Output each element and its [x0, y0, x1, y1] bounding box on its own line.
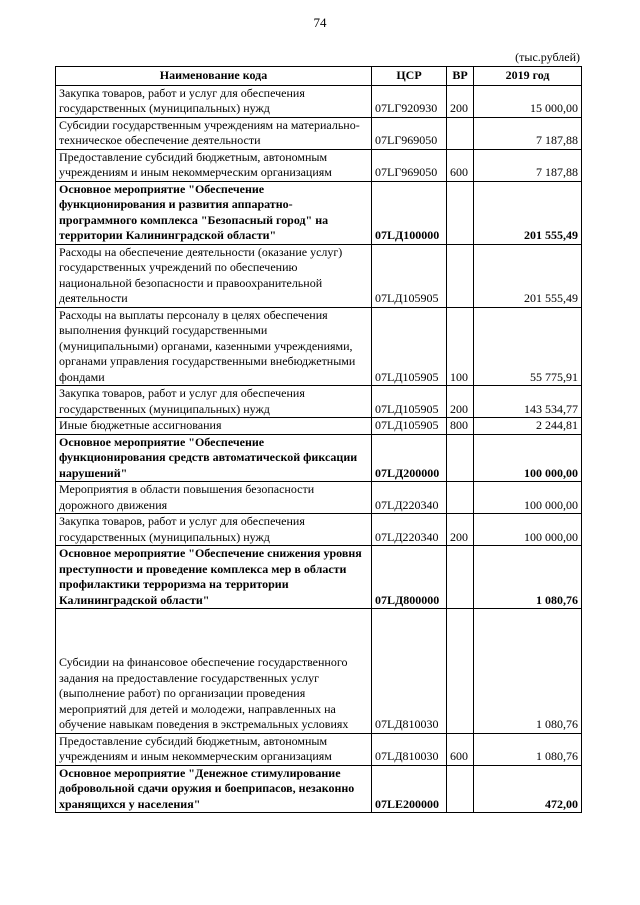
cell-vr: [447, 609, 474, 734]
header-year: 2019 год: [474, 67, 582, 86]
cell-csr: 07LД810030: [372, 609, 447, 734]
cell-name: Предоставление субсидий бюджетным, автономным учреждениям и иным некоммерческим организациям: [56, 733, 372, 765]
cell-csr: 07LГ969050: [372, 117, 447, 149]
table-row: [56, 181, 582, 244]
cell-vr: 200: [447, 85, 474, 117]
cell-sum: 143 534,77: [474, 386, 582, 418]
cell-vr: [447, 181, 474, 244]
cell-sum: 100 000,00: [474, 482, 582, 514]
cell-name: Субсидии на финансовое обеспечение государственного задания на предоставление государственных услуг (выполнение работ) по организации проведения мероприятий для детей и молодежи, направленных на обучение навыкам поведения в экстремальных условиях: [56, 609, 372, 734]
cell-csr: 07LД105905: [372, 386, 447, 418]
cell-name: Основное мероприятие "Обеспечение снижения уровня преступности и проведение комплекса мер в области профилактики терроризма на территории Калининградской области": [56, 546, 372, 609]
cell-sum: 1 080,76: [474, 546, 582, 609]
cell-vr: 600: [447, 149, 474, 181]
cell-csr: 07LД220340: [372, 482, 447, 514]
table-header-row: [56, 67, 582, 86]
cell-csr: 07LД105905: [372, 244, 447, 307]
cell-vr: 100: [447, 307, 474, 386]
cell-sum: 201 555,49: [474, 244, 582, 307]
cell-csr: 07LД200000: [372, 434, 447, 482]
cell-name: Расходы на выплаты персоналу в целях обеспечения выполнения функций государственными (муниципальными) органами, казенными учреждениями, органами управления государственными внебюджетными фондами: [56, 307, 372, 386]
cell-vr: 200: [447, 386, 474, 418]
table-row: [56, 307, 582, 386]
cell-name: Основное мероприятие "Обеспечение функционирования средств автоматической фиксации нарушений": [56, 434, 372, 482]
table-row: [56, 149, 582, 181]
cell-name: Мероприятия в области повышения безопасности дорожного движения: [56, 482, 372, 514]
table-row: [56, 765, 582, 813]
table-row: [56, 609, 582, 734]
table-row: [56, 85, 582, 117]
cell-csr: 07LE200000: [372, 765, 447, 813]
table-row: [56, 546, 582, 609]
cell-name: Иные бюджетные ассигнования: [56, 418, 372, 435]
header-csr: ЦСР: [372, 67, 447, 86]
cell-csr: 07LД100000: [372, 181, 447, 244]
cell-sum: 55 775,91: [474, 307, 582, 386]
cell-vr: 200: [447, 514, 474, 546]
cell-csr: 07LГ969050: [372, 149, 447, 181]
budget-table: [55, 66, 582, 813]
cell-vr: 600: [447, 733, 474, 765]
header-name: Наименование кода: [56, 67, 372, 86]
table-row: [56, 244, 582, 307]
cell-sum: 2 244,81: [474, 418, 582, 435]
cell-sum: 100 000,00: [474, 434, 582, 482]
cell-vr: [447, 434, 474, 482]
cell-name: Основное мероприятие "Обеспечение функционирования и развития аппаратно-программного комплекса "Безопасный город" на территории Калининградской области": [56, 181, 372, 244]
cell-csr: 07LГ920930: [372, 85, 447, 117]
header-vr: ВР: [447, 67, 474, 86]
cell-vr: [447, 546, 474, 609]
units-label: (тыс.рублей): [515, 50, 580, 64]
table-row: [56, 434, 582, 482]
table-row: [56, 482, 582, 514]
table-row: [56, 117, 582, 149]
cell-vr: [447, 244, 474, 307]
cell-csr: 07LД105905: [372, 307, 447, 386]
cell-name: Закупка товаров, работ и услуг для обеспечения государственных (муниципальных) нужд: [56, 85, 372, 117]
cell-vr: 800: [447, 418, 474, 435]
cell-sum: 100 000,00: [474, 514, 582, 546]
cell-sum: 1 080,76: [474, 733, 582, 765]
table-row: [56, 418, 582, 435]
cell-csr: 07LД220340: [372, 514, 447, 546]
cell-sum: 7 187,88: [474, 117, 582, 149]
cell-vr: [447, 482, 474, 514]
cell-name: Предоставление субсидий бюджетным, автономным учреждениям и иным некоммерческим организациям: [56, 149, 372, 181]
cell-vr: [447, 117, 474, 149]
table-row: [56, 514, 582, 546]
cell-csr: 07LД800000: [372, 546, 447, 609]
cell-sum: 1 080,76: [474, 609, 582, 734]
cell-csr: 07LД105905: [372, 418, 447, 435]
cell-name: Основное мероприятие "Денежное стимулирование добровольной сдачи оружия и боеприпасов, незаконно хранящихся у населения": [56, 765, 372, 813]
cell-name: Субсидии государственным учреждениям на материально-техническое обеспечение деятельности: [56, 117, 372, 149]
table-row: [56, 386, 582, 418]
cell-csr: 07LД810030: [372, 733, 447, 765]
cell-sum: 472,00: [474, 765, 582, 813]
table-row: [56, 733, 582, 765]
page-number: 74: [313, 15, 327, 30]
cell-name: Закупка товаров, работ и услуг для обеспечения государственных (муниципальных) нужд: [56, 514, 372, 546]
cell-sum: 201 555,49: [474, 181, 582, 244]
cell-sum: 7 187,88: [474, 149, 582, 181]
cell-vr: [447, 765, 474, 813]
cell-sum: 15 000,00: [474, 85, 582, 117]
cell-name: Расходы на обеспечение деятельности (оказание услуг) государственных учреждений по обеспечению национальной безопасности и правоохранительной деятельности: [56, 244, 372, 307]
cell-name: Закупка товаров, работ и услуг для обеспечения государственных (муниципальных) нужд: [56, 386, 372, 418]
